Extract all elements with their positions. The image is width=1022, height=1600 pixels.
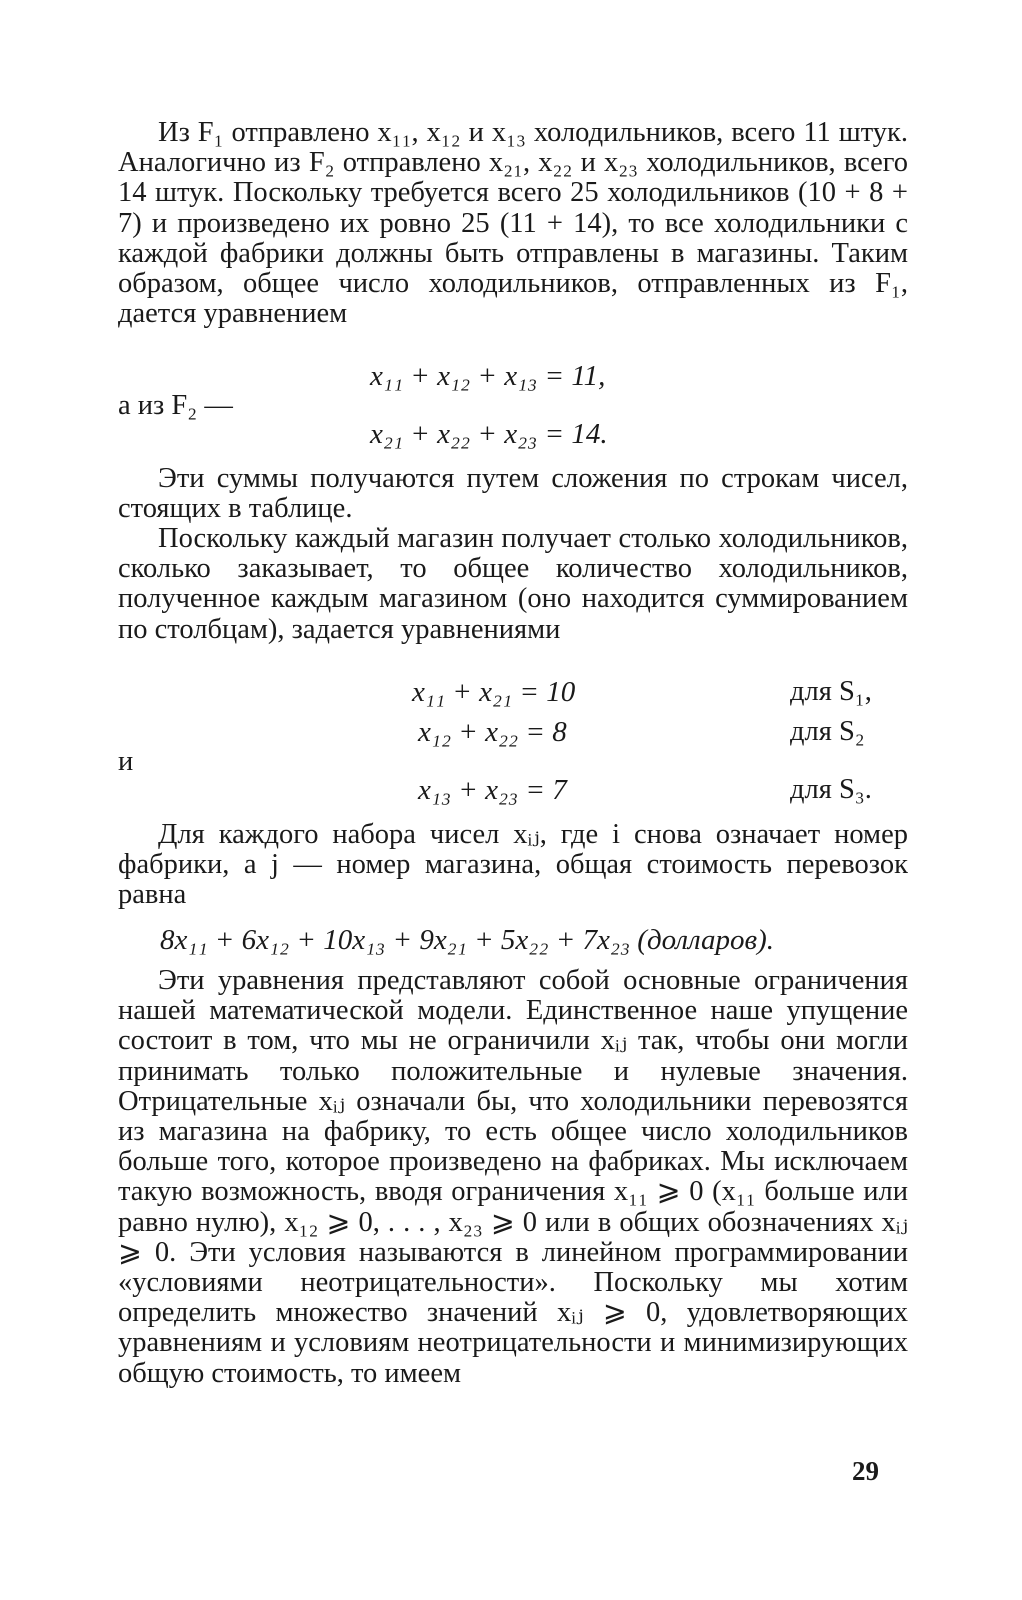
label-for-s1: для S₁,	[790, 676, 872, 707]
page-number: 29	[852, 1456, 879, 1486]
label-from-f2: а из F₂ —	[118, 390, 233, 421]
label-and: и	[118, 746, 134, 777]
label-for-s2: для S₂	[790, 716, 865, 747]
paragraph-row-sums: Эти суммы получаются путем сложения по строкам чисел, стоящих в таблице.	[118, 463, 908, 525]
equation-row-f1: x₁₁ + x₁₂ + x₁₃ = 11,	[370, 360, 606, 392]
equation-col-s1: x₁₁ + x₂₁ = 10	[412, 676, 576, 708]
equation-col-s3: x₁₃ + x₂₃ = 7	[418, 774, 567, 806]
paragraph-total-cost: Для каждого набора чисел xᵢⱼ, где i снова означает номер фабрики, а j — номер магазина, общая стоимость перевозок равна	[118, 819, 908, 911]
equation-total-cost: 8x₁₁ + 6x₁₂ + 10x₁₃ + 9x₂₁ + 5x₂₂ + 7x₂₃ (долларов).	[160, 924, 775, 956]
equation-row-f2: x₂₁ + x₂₂ + x₂₃ = 14.	[370, 418, 608, 450]
paragraph-shipments-from-factories: Из F₁ отправлено x₁₁, x₁₂ и x₁₃ холодильников, всего 11 штук. Аналогично из F₂ отправлено x₂₁, x₂₂ и x₂₃ холодильников, всего 14 штук. Поскольку требуется всего 25 холодильников (10 + 8 + 7) и произведено их ровно 25 (11 + 14), то все холодильники с каждой фабрики должны быть отправлены в магазины. Таким образом, общее число холодильников, отправленных из F₁, дается уравнением	[118, 117, 908, 330]
paragraph-nonnegativity: Эти уравнения представляют собой основные ограничения нашей математической модели. Единственное наше упущение состоит в том, что мы не ограничили xᵢⱼ так, чтобы они могли принимать только положительные и нулевые значения. Отрицательные xᵢⱼ означали бы, что холодильники перевозятся из магазина на фабрику, то есть общее число холодильников больше того, которое произведено на фабриках. Мы исключаем такую возможность, вводя ограничения x₁₁ ⩾ 0 (x₁₁ больше или равно нулю), x₁₂ ⩾ 0, . . . , x₂₃ ⩾ 0 или в общих обозначениях xᵢⱼ ⩾ 0. Эти условия называются в линейном программировании «условиями неотрицательности». Поскольку мы хотим определить множество значений xᵢⱼ ⩾ 0, удовлетворяющих уравнениям и условиям неотрицательности и минимизирующих общую стоимость, то имеем	[118, 965, 908, 1389]
label-for-s3: для S₃.	[790, 774, 872, 805]
equation-col-s2: x₁₂ + x₂₂ = 8	[418, 716, 567, 748]
paragraph-store-demand: Поскольку каждый магазин получает столько холодильников, сколько заказывает, то общее количество холодильников, полученное каждым магазином (оно находится суммированием по столбцам), задается уравнениями	[118, 523, 908, 645]
